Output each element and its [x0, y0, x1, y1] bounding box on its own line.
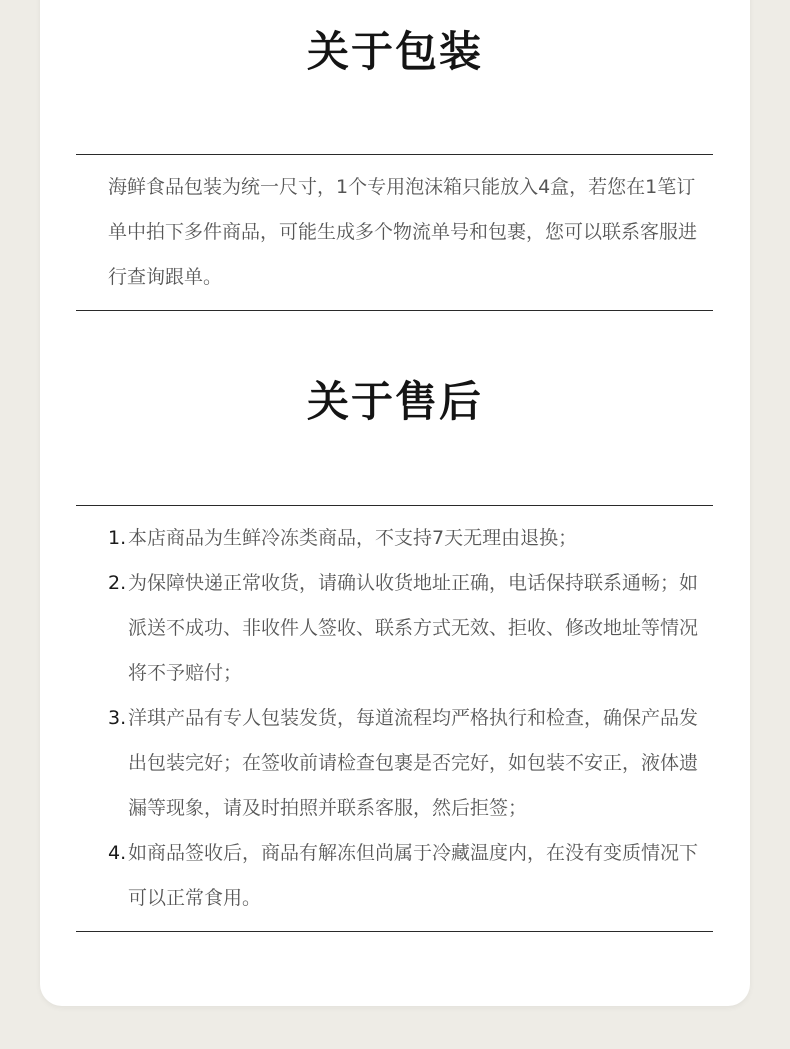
- item-text: 洋琪产品有专人包装发货，每道流程均严格执行和检查，确保产品发出包装完好；在签收前请检查包裹是否完好，如包装不安正，液体遗漏等现象，请及时拍照并联系客服，然后拒签；: [128, 707, 699, 819]
- item-text: 如商品签收后，商品有解冻但尚属于冷藏温度内，在没有变质情况下可以正常食用。: [128, 842, 699, 909]
- item-text: 本店商品为生鲜冷冻类商品，不支持7天无理由退换；: [128, 527, 578, 549]
- content-card: [40, 0, 750, 1006]
- packaging-top-divider: [76, 154, 713, 155]
- aftersales-item: [108, 516, 703, 561]
- aftersales-bottom-divider: [76, 931, 713, 932]
- item-number: 2.: [108, 572, 127, 594]
- item-text: 为保障快递正常收货，请确认收货地址正确，电话保持联系通畅；如派送不成功、非收件人签收、联系方式无效、拒收、修改地址等情况将不予赔付；: [128, 572, 699, 684]
- item-number: 4.: [108, 842, 127, 864]
- aftersales-item: [108, 831, 703, 921]
- aftersales-top-divider: [76, 505, 713, 506]
- aftersales-item: [108, 696, 703, 831]
- aftersales-item: [108, 561, 703, 696]
- packaging-title: 关于包装: [306, 27, 483, 76]
- item-number: 1.: [108, 527, 127, 549]
- aftersales-title: 关于售后: [306, 377, 483, 426]
- packaging-body: 海鲜食品包装为统一尺寸，1个专用泡沫箱只能放入4盒，若您在1笔订单中拍下多件商品，可能生成多个物流单号和包裹，您可以联系客服进行查询跟单。: [108, 176, 698, 288]
- aftersales-list: [108, 516, 703, 921]
- item-number: 3.: [108, 707, 127, 729]
- packaging-bottom-divider: [76, 310, 713, 311]
